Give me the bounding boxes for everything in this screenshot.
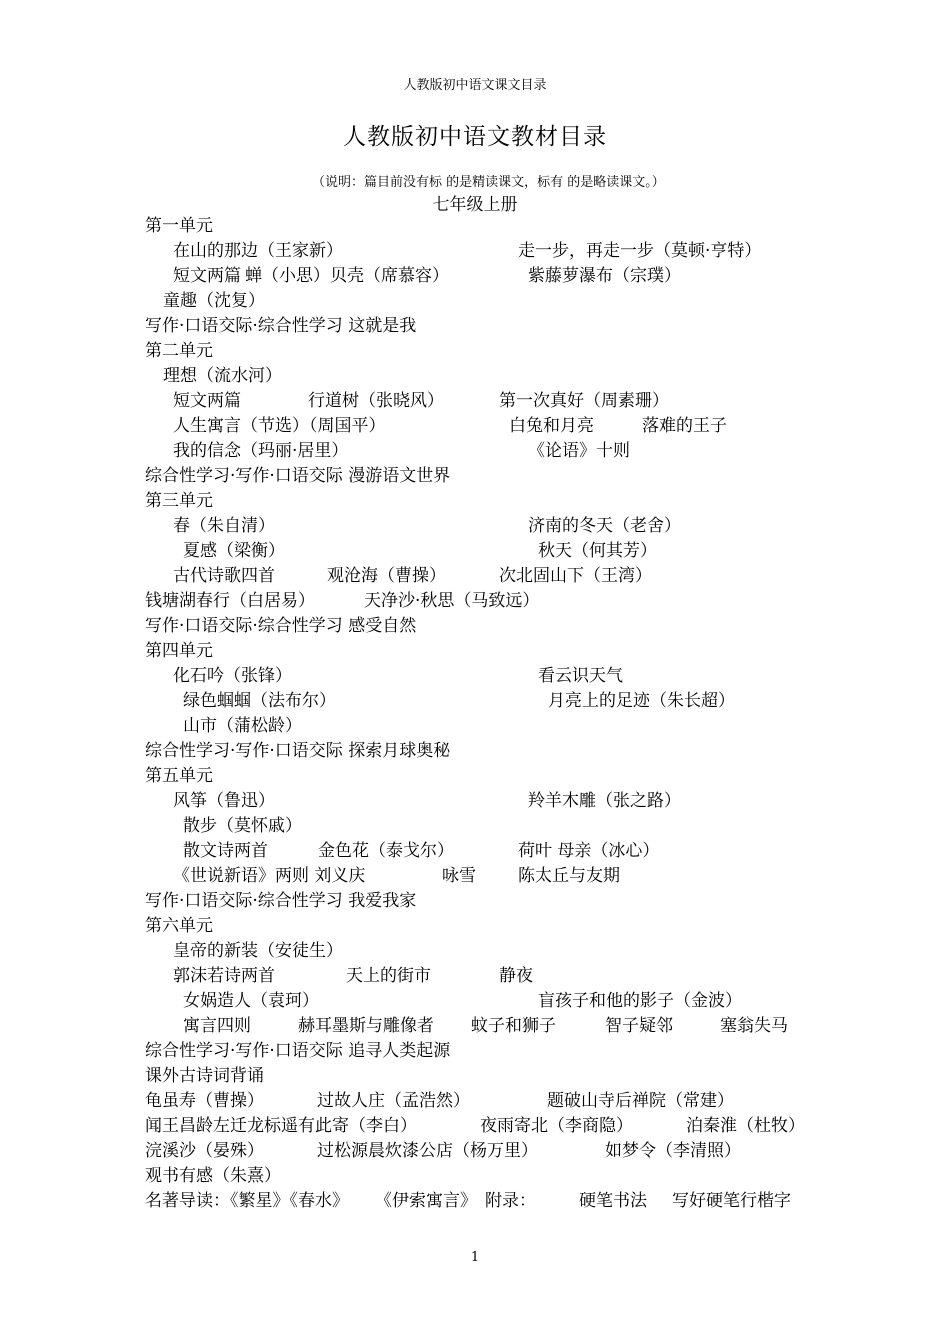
toc-entry: 综合性学习·写作·口语交际 漫游语文世界: [145, 466, 451, 486]
toc-entry: 济南的冬天（老舍）: [528, 516, 681, 536]
toc-entry: 写好硬笔行楷字: [672, 1191, 791, 1211]
toc-entry: 课外古诗词背诵: [145, 1066, 264, 1086]
toc-line: [0, 689, 950, 714]
toc-entry: 过故人庄（孟浩然）: [317, 1091, 470, 1111]
toc-entry: 《世说新语》两则 刘义庆: [173, 866, 366, 886]
toc-entry: 第一单元: [145, 216, 213, 236]
toc-entry: 第三单元: [145, 491, 213, 511]
toc-entry: 题破山寺后禅院（常建）: [547, 1091, 734, 1111]
toc-line: [0, 914, 950, 939]
toc-entry: 《论语》十则: [528, 441, 630, 461]
running-header: 人教版初中语文课文目录: [403, 78, 547, 93]
toc-line: [0, 889, 950, 914]
toc-line: [0, 714, 950, 739]
toc-entry: 秋天（何其芳）: [538, 541, 657, 561]
toc-entry: 郭沫若诗两首: [173, 966, 275, 986]
toc-entry: 观沧海（曹操）: [327, 566, 446, 586]
toc-line: [0, 489, 950, 514]
toc-line: [0, 464, 950, 489]
toc-line: [0, 939, 950, 964]
toc-line: [0, 764, 950, 789]
toc-line: [0, 439, 950, 464]
toc-line: [0, 1014, 950, 1039]
toc-entry: 人生寓言（节选）（周国平）: [173, 416, 386, 436]
toc-entry: 荷叶 母亲（冰心）: [518, 841, 660, 861]
toc-entry: 散步（莫怀戚）: [183, 816, 302, 836]
toc-entry: 天净沙·秋思（马致远）: [364, 591, 540, 611]
toc-entry: 月亮上的足迹（朱长超）: [548, 691, 735, 711]
toc-entry: 写作·口语交际·综合性学习 感受自然: [145, 616, 417, 636]
page-number: 1: [470, 1250, 480, 1265]
toc-entry: 钱塘湖春行（白居易）: [145, 591, 315, 611]
toc-entry: 金色花（泰戈尔）: [318, 841, 454, 861]
toc-entry: 紫藤萝瀑布（宗璞）: [528, 266, 681, 286]
document-note: （说明：篇目前没有标 的是精读课文，标有 的是略读课文。）: [312, 175, 665, 190]
toc-line: [0, 814, 950, 839]
toc-line: [0, 364, 950, 389]
toc-entry: 古代诗歌四首: [173, 566, 275, 586]
toc-entry: 龟虽寿（曹操）: [145, 1091, 264, 1111]
toc-line: [0, 1089, 950, 1114]
toc-entry: 硬笔书法: [579, 1191, 647, 1211]
toc-line: [0, 389, 950, 414]
toc-entry: 蝉（小思）贝壳（席慕容）: [245, 266, 449, 286]
toc-entry: 咏雪: [442, 866, 476, 886]
toc-entry: 羚羊木雕（张之路）: [528, 791, 681, 811]
toc-entry: 闻王昌龄左迁龙标遥有此寄（李白）: [145, 1116, 417, 1136]
toc-entry: 第六单元: [145, 916, 213, 936]
toc-entry: 智子疑邻: [605, 1016, 673, 1036]
toc-entry: 第五单元: [145, 766, 213, 786]
toc-line: [0, 964, 950, 989]
toc-entry: 写作·口语交际·综合性学习 我爱我家: [145, 891, 417, 911]
document-title: 人教版初中语文教材目录: [343, 124, 607, 150]
toc-entry: 第四单元: [145, 641, 213, 661]
toc-entry: 天上的街市: [346, 966, 431, 986]
toc-entry: 综合性学习·写作·口语交际 追寻人类起源: [145, 1041, 451, 1061]
toc-entry: 蚊子和狮子: [471, 1016, 556, 1036]
toc-entry: 名著导读：《繁星》《春水》: [145, 1191, 349, 1211]
toc-line: [0, 239, 950, 264]
toc-entry: 夏感（梁衡）: [183, 541, 285, 561]
toc-line: [0, 564, 950, 589]
toc-line: [0, 864, 950, 889]
toc-line: [0, 739, 950, 764]
toc-line: [0, 639, 950, 664]
toc-line: [0, 1064, 950, 1089]
toc-line: [0, 989, 950, 1014]
toc-entry: 赫耳墨斯与雕像者: [298, 1016, 434, 1036]
toc-entry: 静夜: [499, 966, 533, 986]
toc-entry: 短文两篇: [173, 266, 241, 286]
toc-line: [0, 589, 950, 614]
toc-line: [0, 1039, 950, 1064]
toc-entry: 我的信念（玛丽·居里）: [173, 441, 349, 461]
toc-line: [0, 1164, 950, 1189]
toc-entry: 皇帝的新装（安徒生）: [173, 941, 343, 961]
toc-entry: 泊秦淮（杜牧）: [686, 1116, 805, 1136]
toc-entry: 在山的那边（王家新）: [173, 241, 343, 261]
toc-line: [0, 789, 950, 814]
toc-line: [0, 414, 950, 439]
toc-entry: 童趣（沈复）: [163, 291, 265, 311]
toc-entry: 理想（流水河）: [163, 366, 282, 386]
toc-entry: 散文诗两首: [183, 841, 268, 861]
toc-line: [0, 664, 950, 689]
grade-heading: 七年级上册: [432, 195, 518, 215]
toc-entry: 如梦令（李清照）: [605, 1141, 741, 1161]
toc-entry: 第二单元: [145, 341, 213, 361]
toc-entry: 短文两篇: [173, 391, 241, 411]
toc-line: [0, 339, 950, 364]
toc-line: [0, 614, 950, 639]
toc-entry: 春（朱自清）: [173, 516, 275, 536]
toc-entry: 《伊索寓言》: [375, 1191, 477, 1211]
toc-entry: 看云识天气: [538, 666, 623, 686]
toc-entry: 化石吟（张锋）: [173, 666, 292, 686]
toc-line: [0, 1189, 950, 1214]
toc-entry: 塞翁失马: [720, 1016, 788, 1036]
toc-entry: 盲孩子和他的影子（金波）: [538, 991, 742, 1011]
toc-entry: 落难的王子: [642, 416, 727, 436]
toc-line: [0, 514, 950, 539]
toc-line: [0, 264, 950, 289]
toc-entry: 附录：: [485, 1191, 536, 1211]
toc-entry: 女娲造人（袁珂）: [183, 991, 319, 1011]
toc-line: [0, 314, 950, 339]
toc-entry: 绿色蝈蝈（法布尔）: [183, 691, 336, 711]
toc-line: [0, 539, 950, 564]
toc-entry: 陈太丘与友期: [518, 866, 620, 886]
toc-entry: 走一步，再走一步（莫顿·亨特）: [518, 241, 762, 261]
toc-entry: 浣溪沙（晏殊）: [145, 1141, 264, 1161]
toc-entry: 观书有感（朱熹）: [145, 1166, 281, 1186]
toc-entry: 第一次真好（周素珊）: [499, 391, 669, 411]
toc-entry: 综合性学习·写作·口语交际 探索月球奥秘: [145, 741, 451, 761]
toc-entry: 寓言四则: [183, 1016, 251, 1036]
toc-entry: 风筝（鲁迅）: [173, 791, 275, 811]
toc-line: [0, 839, 950, 864]
toc-entry: 过松源晨炊漆公店（杨万里）: [317, 1141, 538, 1161]
toc-entry: 行道树（张晓风）: [308, 391, 444, 411]
toc-entry: 夜雨寄北（李商隐）: [480, 1116, 633, 1136]
toc-line: [0, 289, 950, 314]
toc-entry: 次北固山下（王湾）: [499, 566, 652, 586]
toc-line: [0, 1139, 950, 1164]
toc-entry: 山市（蒲松龄）: [183, 716, 302, 736]
toc-line: [0, 214, 950, 239]
toc-line: [0, 1114, 950, 1139]
toc-entry: 写作·口语交际·综合性学习 这就是我: [145, 316, 417, 336]
toc-entry: 白兔和月亮: [509, 416, 594, 436]
